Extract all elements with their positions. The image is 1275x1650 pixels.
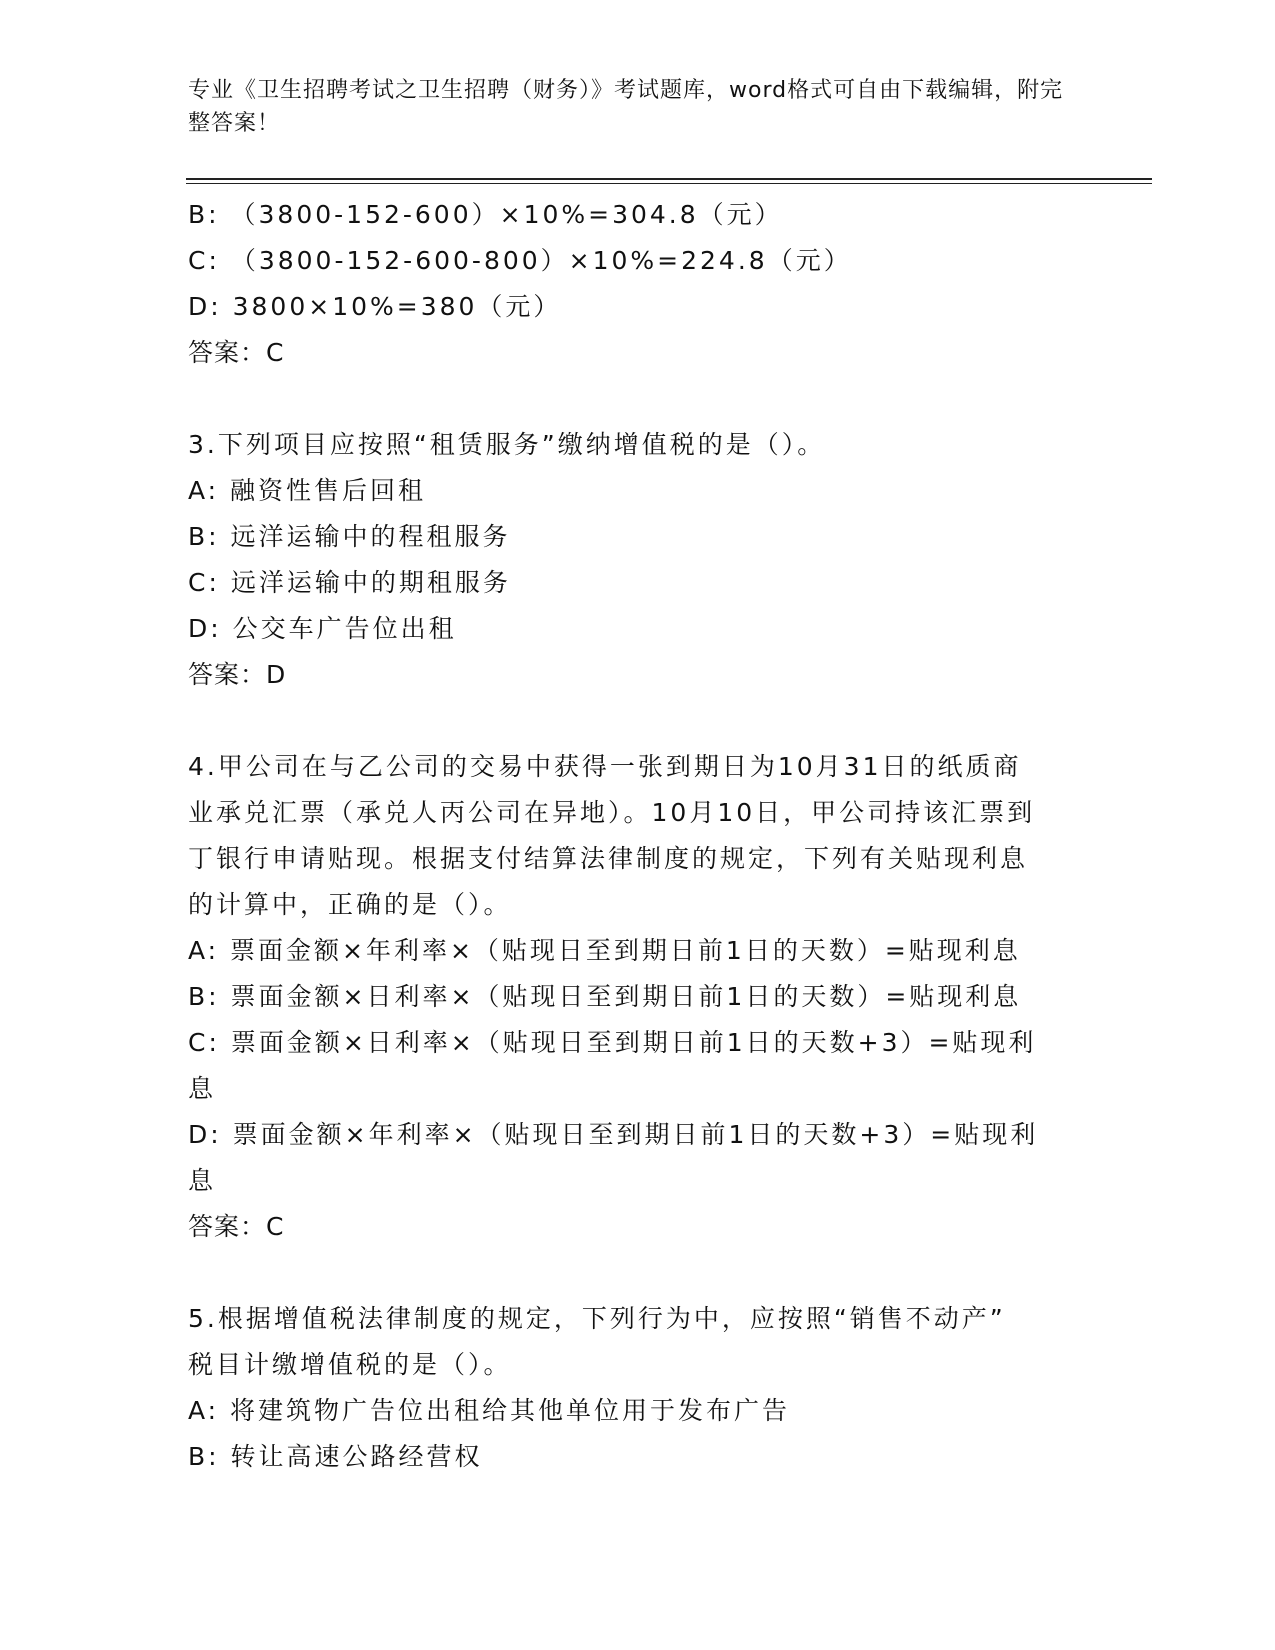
q4-option-a: A: 票面金额×年利率×（贴现日至到期日前1日的天数）=贴现利息 bbox=[188, 936, 1021, 965]
question-content bbox=[188, 192, 1088, 1480]
q4-option-d-line-1: D: 票面金额×年利率×（贴现日至到期日前1日的天数+3）=贴现利 bbox=[188, 1120, 1039, 1149]
q3-option-a: A: 融资性售后回租 bbox=[188, 476, 427, 505]
q3-stem: 3.下列项目应按照“租赁服务”缴纳增值税的是（）。 bbox=[188, 430, 826, 459]
q3-option-b: B: 远洋运输中的程租服务 bbox=[188, 522, 511, 551]
q4-option-d-line-2: 息 bbox=[188, 1166, 217, 1195]
spacer bbox=[188, 376, 1088, 422]
q4-stem-line-1: 4.甲公司在与乙公司的交易中获得一张到期日为10月31日的纸质商 bbox=[188, 752, 1022, 781]
q5-option-b: B: 转让高速公路经营权 bbox=[188, 1442, 483, 1471]
q2-option-c: C: （3800-152-600-800）×10%=224.8（元） bbox=[188, 246, 852, 275]
q4-option-c-line-1: C: 票面金额×日利率×（贴现日至到期日前1日的天数+3）=贴现利 bbox=[188, 1028, 1037, 1057]
q5-stem-line-2: 税目计缴增值税的是（）。 bbox=[188, 1350, 512, 1379]
q2-answer: 答案：C bbox=[188, 338, 285, 367]
document-header-intro: 专业《卫生招聘考试之卫生招聘（财务）》考试题库，word格式可自由下载编辑，附完整答案！ bbox=[188, 78, 1064, 136]
header-divider-thin bbox=[186, 183, 1152, 184]
q4-option-b: B: 票面金额×日利率×（贴现日至到期日前1日的天数）=贴现利息 bbox=[188, 982, 1022, 1011]
q5-option-a: A: 将建筑物广告位出租给其他单位用于发布广告 bbox=[188, 1396, 791, 1425]
q4-stem-line-4: 的计算中，正确的是（）。 bbox=[188, 890, 512, 919]
q4-stem-line-2: 业承兑汇票（承兑人丙公司在异地）。10月10日，甲公司持该汇票到 bbox=[188, 798, 1036, 827]
q4-answer: 答案：C bbox=[188, 1212, 285, 1241]
q4-option-c-line-2: 息 bbox=[188, 1074, 217, 1103]
spacer bbox=[188, 1250, 1088, 1296]
q4-stem-line-3: 丁银行申请贴现。根据支付结算法律制度的规定，下列有关贴现利息 bbox=[188, 844, 1029, 873]
spacer bbox=[188, 698, 1088, 744]
q3-option-d: D: 公交车广告位出租 bbox=[188, 614, 457, 643]
q3-answer: 答案：D bbox=[188, 660, 287, 689]
header-divider-thick bbox=[186, 178, 1152, 180]
q2-option-d: D: 3800×10%=380（元） bbox=[188, 292, 562, 321]
q3-option-c: C: 远洋运输中的期租服务 bbox=[188, 568, 511, 597]
q5-stem-line-1: 5.根据增值税法律制度的规定，下列行为中，应按照“销售不动产” bbox=[188, 1304, 1006, 1333]
q2-option-b: B: （3800-152-600）×10%=304.8（元） bbox=[188, 200, 783, 229]
